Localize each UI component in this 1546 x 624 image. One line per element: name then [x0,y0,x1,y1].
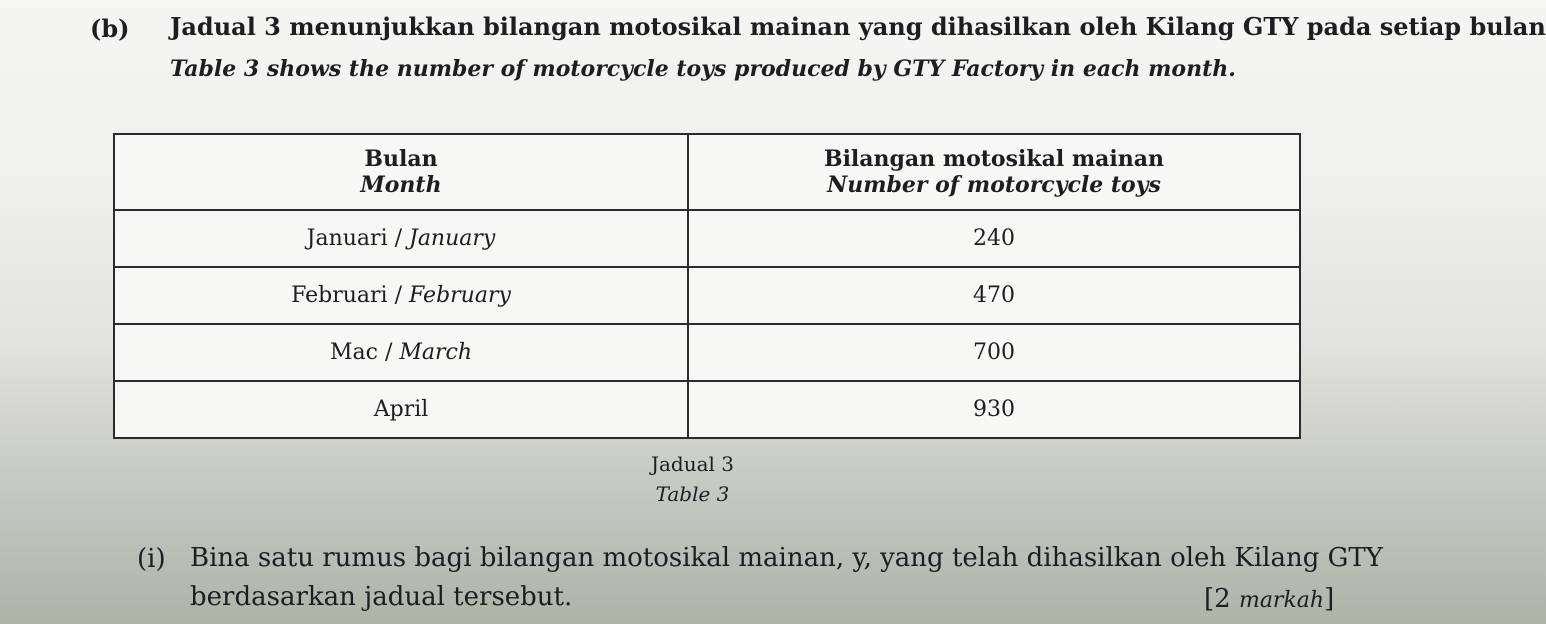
count-cell: 240 [688,210,1300,267]
month-cell [114,381,688,438]
table-header-row [114,134,1300,210]
table-row [114,381,1300,438]
table-caption-english: Table 3 [655,482,730,506]
count-cell: 470 [688,267,1300,324]
count-cell: 930 [688,381,1300,438]
header-month-english: Month [360,172,442,198]
table-row [114,324,1300,381]
question-intro-english: Table 3 shows the number of motorcycle toys produced by GTY Factory in each month. [170,56,1236,82]
marks-close: ] [1324,584,1335,614]
month-cell [114,210,688,267]
subquestion-text-line2: berdasarkan jadual tersebut. [190,582,573,612]
month-cell [114,324,688,381]
month-malay: April [373,397,429,422]
month-cell [114,267,688,324]
subquestion-text-line1: Bina satu rumus bagi bilangan motosikal mainan, y, yang telah dihasilkan oleh Kilang GTY [190,543,1383,573]
part-label-text: (b) [90,14,130,43]
month-malay: Mac / [329,340,400,365]
header-month-malay: Bulan [364,146,438,172]
subquestion-number: (i) [137,544,166,574]
month-english: January [409,226,496,251]
header-count-malay: Bilangan motosikal mainan [823,146,1165,172]
marks-open: [2 [1204,584,1239,614]
header-count [688,134,1300,210]
header-count-english: Number of motorcycle toys [827,172,1161,198]
marks-allocation [1204,584,1334,614]
table-row [114,267,1300,324]
part-label [90,14,130,43]
table-row [114,210,1300,267]
count-cell: 700 [688,324,1300,381]
table-caption-malay: Jadual 3 [650,452,735,476]
month-malay: Februari / [291,283,409,308]
header-month [114,134,688,210]
month-english: February [409,283,511,308]
marks-word: markah [1238,588,1325,613]
production-table [113,133,1301,439]
question-intro-malay: Jadual 3 menunjukkan bilangan motosikal mainan yang dihasilkan oleh Kilang GTY pada setiap bulan [170,12,1546,41]
month-malay: Januari / [306,226,409,251]
month-english: March [399,340,473,365]
